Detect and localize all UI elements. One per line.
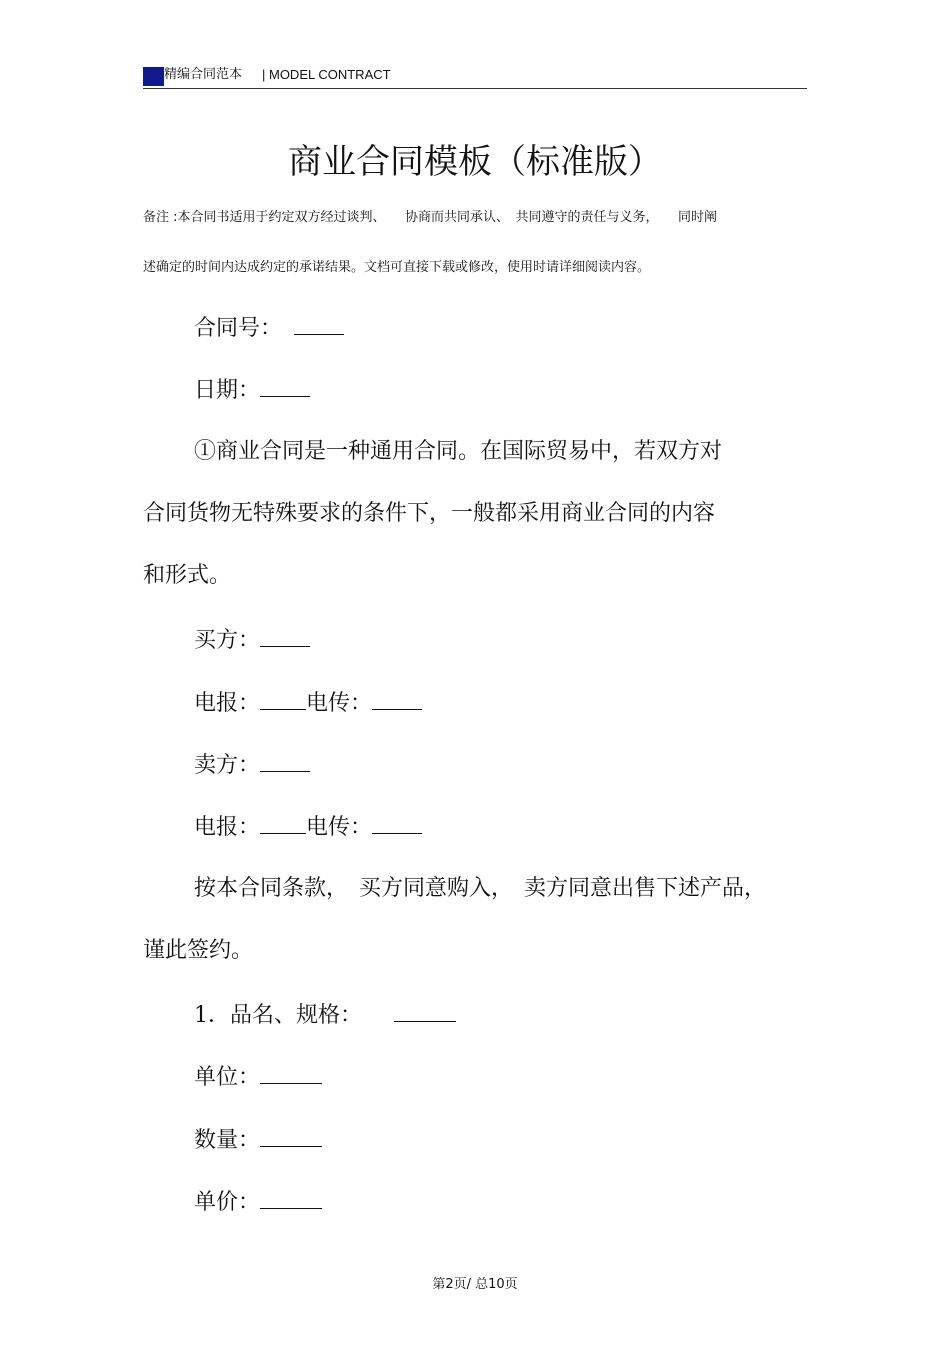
seller-fax-blank: [372, 811, 422, 834]
page-number: 第2页/ 总10页: [432, 1277, 518, 1292]
seller-telegram-blank: [260, 811, 306, 834]
note-line-2: 述确定的时间内达成约定的承诺结果。文档可直接下载或修改，使用时请详细阅读内容。: [143, 260, 651, 275]
buyer-line: [194, 624, 310, 656]
paragraph-1-line-1: ①商业合同是一种通用合同。在国际贸易中，若双方对: [194, 439, 723, 464]
paragraph-1-line-3: 和形式。: [143, 563, 232, 588]
quantity-blank: [260, 1124, 322, 1147]
contract-number-line: [194, 312, 344, 344]
item-1-line: [194, 999, 456, 1031]
date-line: [194, 374, 310, 406]
item-1-label: 1．品名、规格：: [194, 1003, 362, 1028]
buyer-telegram-blank: [260, 687, 306, 710]
seller-contact-line: [194, 811, 422, 843]
agreement-line-1: 按本合同条款， 买方同意购入， 卖方同意出售下述产品，: [194, 876, 767, 901]
buyer-label: 买方：: [194, 628, 261, 653]
item-1-blank: [394, 999, 456, 1022]
date-blank: [260, 374, 310, 397]
seller-line: [194, 749, 310, 781]
page-header: [143, 66, 807, 89]
document-title: 商业合同模板（标准版）: [288, 142, 662, 182]
contract-number-label: 合同号：: [194, 316, 283, 341]
date-label: 日期：: [194, 378, 261, 403]
seller-blank: [260, 749, 310, 772]
unit-blank: [260, 1061, 322, 1084]
buyer-contact-line: [194, 687, 422, 719]
seller-label: 卖方：: [194, 753, 261, 778]
buyer-fax-label: 电传：: [306, 691, 373, 716]
header-brand: 精编合同范本: [164, 67, 243, 82]
buyer-blank: [260, 624, 310, 647]
price-blank: [260, 1186, 322, 1209]
unit-line: [194, 1061, 322, 1093]
buyer-fax-blank: [372, 687, 422, 710]
note-line-1: 备注 :本合同书适用于约定双方经过谈判、 协商而共同承认、 共同遵守的责任与义务， 同时阐: [143, 210, 718, 225]
seller-fax-label: 电传：: [306, 815, 373, 840]
quantity-line: [194, 1124, 322, 1156]
buyer-telegram-label: 电报：: [194, 691, 261, 716]
price-label: 单价：: [194, 1190, 261, 1215]
unit-label: 单位：: [194, 1065, 261, 1090]
brand-logo-icon: [143, 67, 164, 86]
header-model-contract: | MODEL CONTRACT: [262, 67, 391, 82]
agreement-line-2: 谨此签约。: [143, 938, 254, 963]
contract-number-blank: [294, 312, 344, 335]
paragraph-1-line-2: 合同货物无特殊要求的条件下，一般都采用商业合同的内容: [143, 501, 716, 526]
price-line: [194, 1186, 322, 1218]
quantity-label: 数量：: [194, 1128, 261, 1153]
seller-telegram-label: 电报：: [194, 815, 261, 840]
